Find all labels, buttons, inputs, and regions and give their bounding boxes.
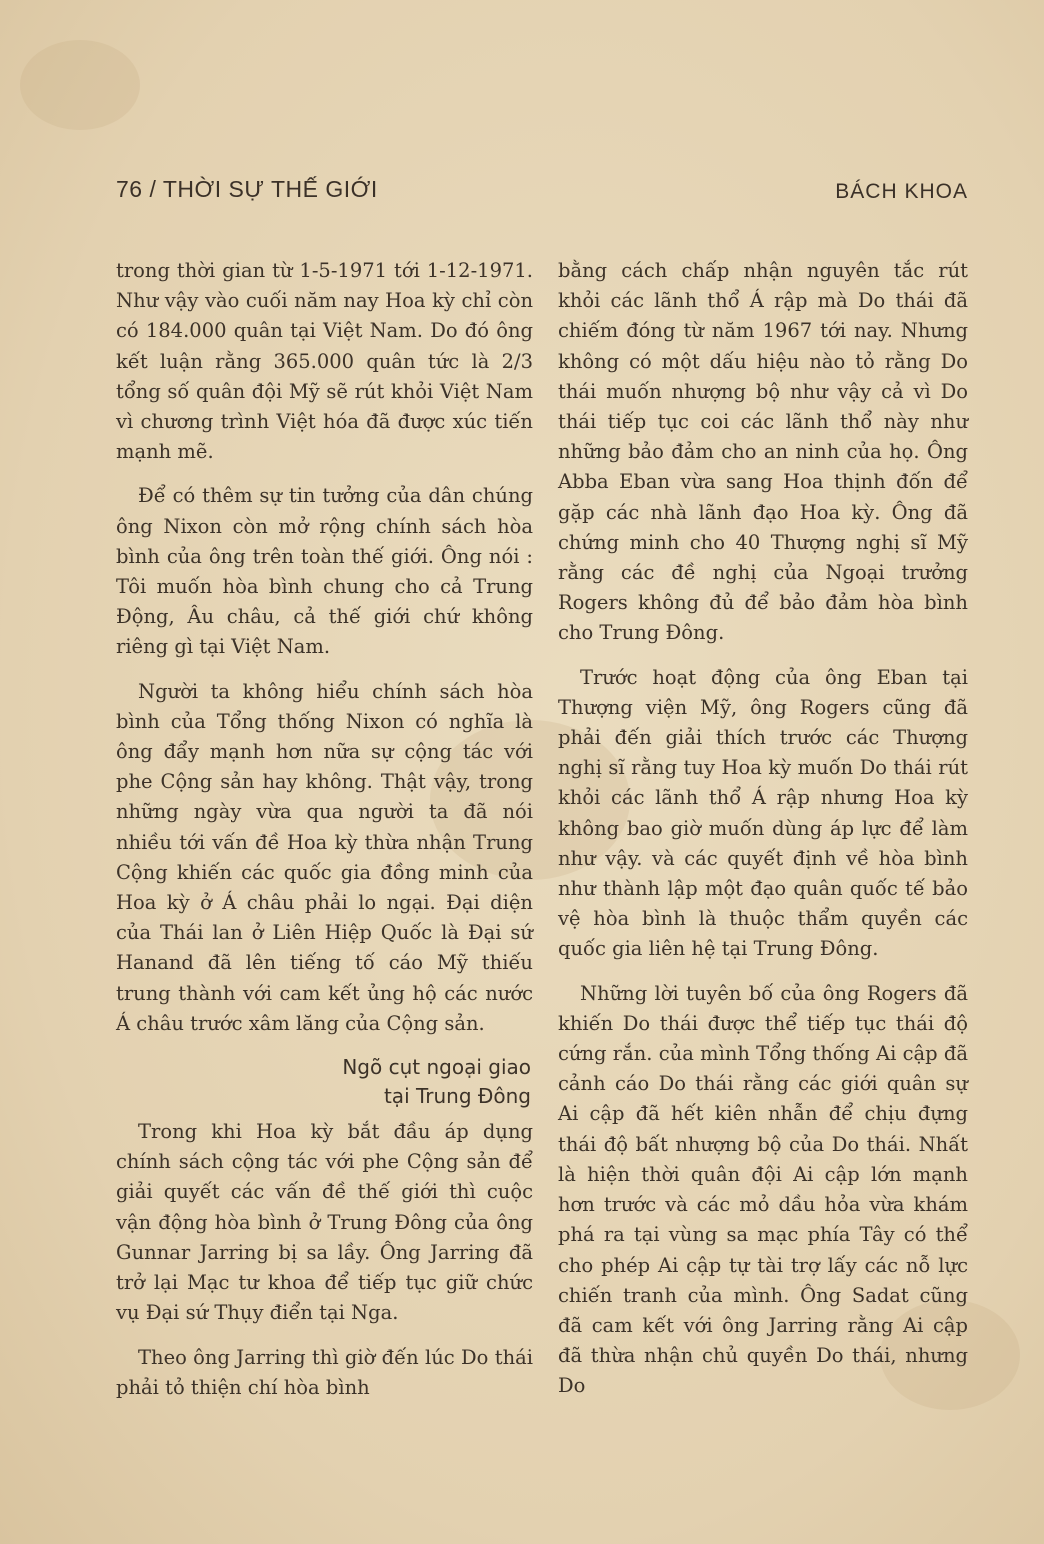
magazine-title: BÁCH KHOA — [835, 180, 968, 203]
section-subheading — [116, 1053, 531, 1111]
paragraph: trong thời gian từ 1-5-1971 tới 1-12-1971. Như vậy vào cuối năm nay Hoa kỳ chỉ còn có 184.000 quân tại Việt Nam. Do đó ông kết luận rằng 365.000 quân tức là 2/3 tổng số quân đội Mỹ sẽ rút khỏi Việt Nam vì chương trình Việt hóa đã được xúc tiến mạnh mẽ. — [116, 259, 533, 464]
subheading-line: Ngõ cụt ngoại giao — [342, 1055, 531, 1080]
paragraph: Người ta không hiểu chính sách hòa bình của Tổng thống Nixon có nghĩa là ông đẩy mạnh hơn nữa sự cộng tác với phe Cộng sản hay không. Thật vậy, trong những ngày vừa qua người ta đã nói nhiều tới vấn đề Hoa kỳ thừa nhận Trung Cộng khiến các quốc gia đồng minh của Hoa kỳ ở Á châu phải lo ngại. Đại diện của Thái lan ở Liên Hiệp Quốc là Đại sứ Hanand đã lên tiếng tố cáo Mỹ thiếu trung thành với cam kết ủng hộ các nước Á châu trước xâm lăng của Cộng sản. — [116, 679, 533, 1035]
page-header — [116, 176, 968, 216]
right-column — [558, 256, 968, 1416]
paragraph: Những lời tuyên bố của ông Rogers đã khiến Do thái được thể tiếp tục thái độ cứng rắn. của mình Tổng thống Ai cập đã cảnh cáo Do thái rằng các giới quân sự Ai cập đã hết kiên nhẫn để chịu đựng thái độ bất nhượng bộ của Do thái. Nhất là hiện thời quân đội Ai cập lớn mạnh hơn trước và các mỏ dầu hỏa vừa khám phá ra tại vùng sa mạc phía Tây có thể cho phép Ai cập tự tài trợ lấy các nỗ lực chiến tranh của mình. Ông Sadat cũng đã cam kết với ông Jarring rằng Ai cập đã thừa nhận chủ quyền Do thái, nhưng Do — [558, 981, 968, 1398]
paragraph: Để có thêm sự tin tưởng của dân chúng ông Nixon còn mở rộng chính sách hòa bình của ông trên toàn thế giới. Ông nói : Tôi muốn hòa bình chung cho cả Trung Động, Âu châu, cả thế giới chứ không riêng gì tại Việt Nam. — [116, 484, 533, 659]
page-number-section-title: 76 / THỜI SỰ THẾ GIỚI — [116, 176, 378, 202]
paragraph: Trong khi Hoa kỳ bắt đầu áp dụng chính sách cộng tác với phe Cộng sản để giải quyết các vấn đề thế giới thì cuộc vận động hòa bình ở Trung Đông của ông Gunnar Jarring bị sa lầy. Ông Jarring đã trở lại Mạc tư khoa để tiếp tục giữ chức vụ Đại sứ Thụy điển tại Nga. — [116, 1120, 533, 1325]
paragraph: bằng cách chấp nhận nguyên tắc rút khỏi các lãnh thổ Á rập mà Do thái đã chiếm đóng từ năm 1967 tới nay. Nhưng không có một dấu hiệu nào tỏ rằng Do thái muốn nhượng bộ như vậy cả vì Do thái tiếp tục coi các lãnh thổ này như những bảo đảm cho an ninh của họ. Ông Abba Eban vừa sang Hoa thịnh đốn để gặp các nhà lãnh đạo Hoa kỳ. Ông đã chứng minh cho 40 Thượng nghị sĩ Mỹ rằng các đề nghị của Ngoại trưởng Rogers không đủ để bảo đảm hòa bình cho Trung Đông. — [558, 259, 968, 645]
subheading-line: tại Trung Đông — [383, 1084, 531, 1109]
paragraph: Trước hoạt động của ông Eban tại Thượng viện Mỹ, ông Rogers cũng đã phải đến giải thích trước các Thượng nghị sĩ rằng tuy Hoa kỳ muốn Do thái rút khỏi các lãnh thổ Á rập nhưng Hoa kỳ không bao giờ muốn dùng áp lực để làm như vậy. và các quyết định về hòa bình như thành lập một đạo quân quốc tế bảo vệ hòa bình là thuộc thẩm quyền các quốc gia liên hệ tại Trung Đông. — [558, 665, 968, 961]
left-column — [116, 256, 533, 1417]
paragraph: Theo ông Jarring thì giờ đến lúc Do thái phải tỏ thiện chí hòa bình — [116, 1345, 533, 1399]
paper-stain — [20, 40, 140, 130]
